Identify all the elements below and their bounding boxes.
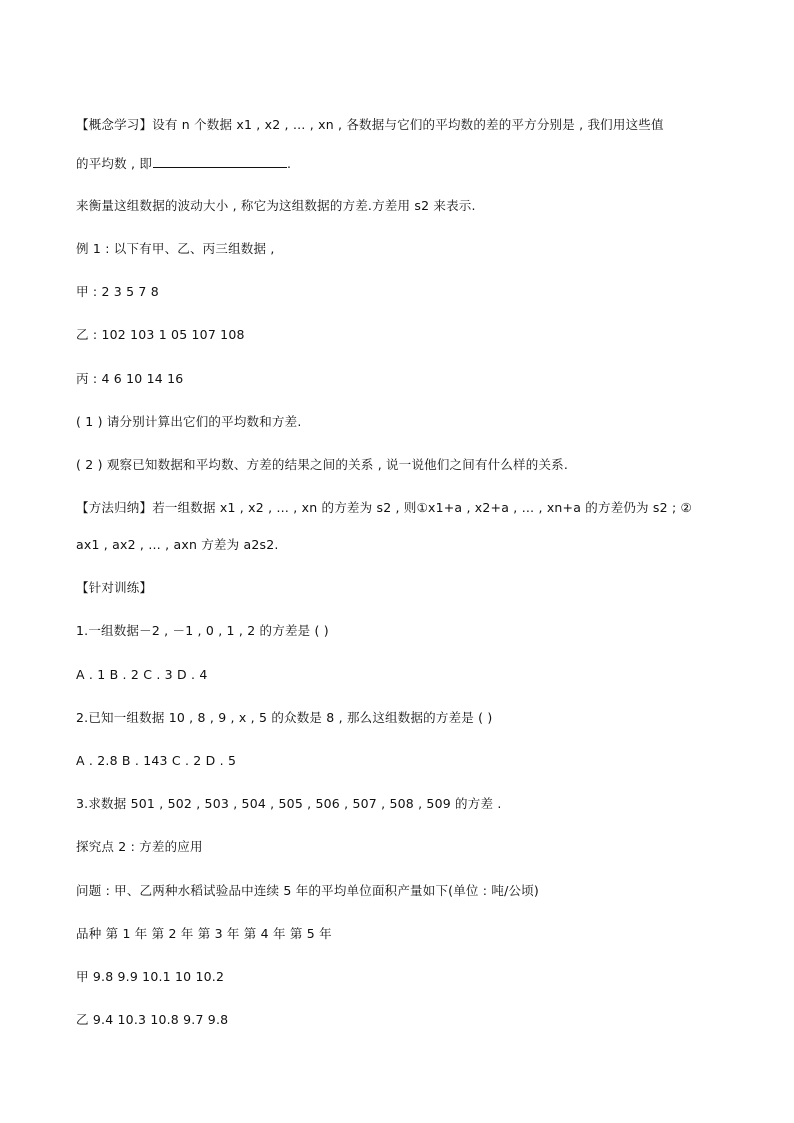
method-summary-line-1: 【方法归纳】若一组数据 x1 , x2 , … , xn 的方差为 s2 , 则①x1+a , x2+a , … , xn+a 的方差仍为 s2 ; ② bbox=[76, 500, 692, 515]
concept-paragraph-line-2 bbox=[76, 155, 291, 172]
yield-table-row-jia: 甲 9.8 9.9 10.1 10 10.2 bbox=[76, 969, 225, 984]
concept-line-2-prefix: 的平均数 , 即 bbox=[76, 156, 153, 171]
concept-paragraph-line-3: 来衡量这组数据的波动大小 , 称它为这组数据的方差.方差用 s2 来表示. bbox=[76, 198, 476, 213]
example-1-data-bing: 丙 : 4 6 10 14 16 bbox=[76, 371, 184, 386]
concept-line-2-suffix: . bbox=[287, 156, 292, 171]
example-1-question-1: ( 1 ) 请分别计算出它们的平均数和方差. bbox=[76, 414, 302, 429]
concept-paragraph-line-1: 【概念学习】设有 n 个数据 x1 , x2 , … , xn , 各数据与它们的平均数的差的平方分别是 , 我们用这些值 bbox=[76, 117, 664, 132]
explore-heading: 探究点 2 : 方差的应用 bbox=[76, 839, 203, 854]
problem-statement: 问题 : 甲、乙两种水稻试验品中连续 5 年的平均单位面积产量如下(单位 : 吨/公顷) bbox=[76, 883, 539, 898]
practice-question-2: 2.已知一组数据 10 , 8 , 9 , x , 5 的众数是 8 , 那么这组数据的方差是 ( ) bbox=[76, 710, 493, 725]
method-summary-line-2: ax1 , ax2 , … , axn 方差为 a2s2. bbox=[76, 537, 279, 552]
formula-blank bbox=[153, 155, 287, 168]
practice-question-3: 3.求数据 501 , 502 , 503 , 504 , 505 , 506 , 507 , 508 , 509 的方差 . bbox=[76, 796, 502, 811]
practice-question-1-options: A . 1 B . 2 C . 3 D . 4 bbox=[76, 667, 208, 682]
practice-question-1: 1.一组数据－2 , －1 , 0 , 1 , 2 的方差是 ( ) bbox=[76, 623, 329, 638]
yield-table-header: 品种 第 1 年 第 2 年 第 3 年 第 4 年 第 5 年 bbox=[76, 926, 332, 941]
example-1-intro: 例 1 : 以下有甲、乙、丙三组数据 , bbox=[76, 241, 275, 256]
example-1-data-yi: 乙 : 102 103 1 05 107 108 bbox=[76, 327, 245, 342]
yield-table-row-yi: 乙 9.4 10.3 10.8 9.7 9.8 bbox=[76, 1012, 229, 1027]
practice-question-2-options: A . 2.8 B . 143 C . 2 D . 5 bbox=[76, 753, 237, 768]
practice-heading: 【针对训练】 bbox=[76, 580, 153, 595]
example-1-data-jia: 甲 : 2 3 5 7 8 bbox=[76, 284, 159, 299]
example-1-question-2: ( 2 ) 观察已知数据和平均数、方差的结果之间的关系 , 说一说他们之间有什么样的关系. bbox=[76, 457, 569, 472]
